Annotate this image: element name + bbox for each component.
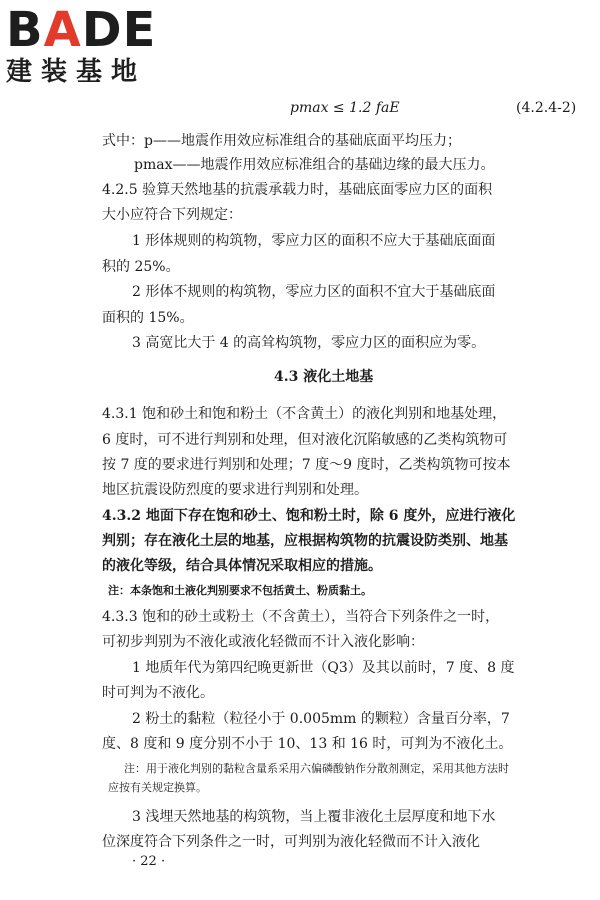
text-line: 位深度符合下列条件之一时，可判别为液化轻微而不计入液化 xyxy=(102,834,480,850)
list-item: 2 形体不规则的构筑物，零应力区的面积不宜大于基础底面 xyxy=(132,284,496,300)
logo-subtitle: 建装基地 xyxy=(6,57,147,87)
formula-4-2-4-2: pmax ≤ 1.2 faE (4.2.4-2) xyxy=(290,100,577,116)
note: 注：本条饱和土液化判别要求不包括黄土、粉质黏土。 xyxy=(108,584,372,597)
clause-4-2-5: 4.2.5 验算天然地基的抗震承载力时，基础底面零应力区的面积 xyxy=(102,182,493,198)
clause-4-3-2: 4.3.2 地面下存在饱和砂土、饱和粉土时，除 6 度外，应进行液化 xyxy=(102,508,516,524)
text-line: 可初步判别为不液化或液化轻微而不计入液化影响： xyxy=(102,634,424,650)
note: 注：用于液化判别的黏粒含量系采用六偏磷酸钠作分散剂测定，采用其他方法时 xyxy=(124,762,509,775)
logo-wordmark: BADE xyxy=(6,2,157,58)
bade-logo xyxy=(6,4,176,96)
list-item: 3 高宽比大于 4 的高耸构筑物，零应力区的面积应为零。 xyxy=(132,335,486,351)
clause-4-3-3: 4.3.3 饱和的砂土或粉土（不含黄土），当符合下列条件之一时， xyxy=(102,609,500,625)
text-line: 地区抗震设防烈度的要求进行判别和处理。 xyxy=(102,482,368,498)
section-heading-4-3: 4.3 液化土地基 xyxy=(274,369,374,385)
text-line: 判别；存在液化土层的地基，应根据构筑物的抗震设防类别、地基 xyxy=(102,533,508,549)
list-item: 1 形体规则的构筑物，零应力区的面积不应大于基础底面面 xyxy=(132,233,496,249)
text-line: 6 度时，可不进行判别和处理，但对液化沉陷敏感的乙类构筑物可 xyxy=(102,432,508,448)
clause-4-3-1: 4.3.1 饱和砂土和饱和粉土（不含黄土）的液化判别和地基处理， xyxy=(102,406,507,422)
text-line: 度、8 度和 9 度分别不小于 10、13 和 16 时，可判为不液化土。 xyxy=(102,736,513,752)
list-item: 3 浅埋天然地基的构筑物，当上覆非液化土层厚度和地下水 xyxy=(132,809,496,825)
text-line: pmax——地震作用效应标准组合的基础边缘的最大压力。 xyxy=(134,157,495,173)
note: 应按有关规定换算。 xyxy=(108,781,207,794)
list-item: 1 地质年代为第四纪晚更新世（Q3）及其以前时，7 度、8 度 xyxy=(132,660,515,676)
list-item: 2 粉土的黏粒（粒径小于 0.005mm 的颗粒）含量百分率，7 xyxy=(132,711,510,727)
page-number: · 22 · xyxy=(132,854,166,869)
text-line: 积的 25%。 xyxy=(102,259,180,275)
text-line: 按 7 度的要求进行判别和处理；7 度～9 度时，乙类构筑物可按本 xyxy=(102,457,511,473)
text-line: 的液化等级，结合具体情况采取相应的措施。 xyxy=(102,558,382,574)
text-line: 面积的 15%。 xyxy=(102,310,194,326)
text-line: 大小应符合下列规定： xyxy=(102,207,242,223)
text-line: 时可判为不液化。 xyxy=(102,685,214,701)
text-line: 式中：p——地震作用效应标准组合的基础底面平均压力； xyxy=(102,133,461,149)
